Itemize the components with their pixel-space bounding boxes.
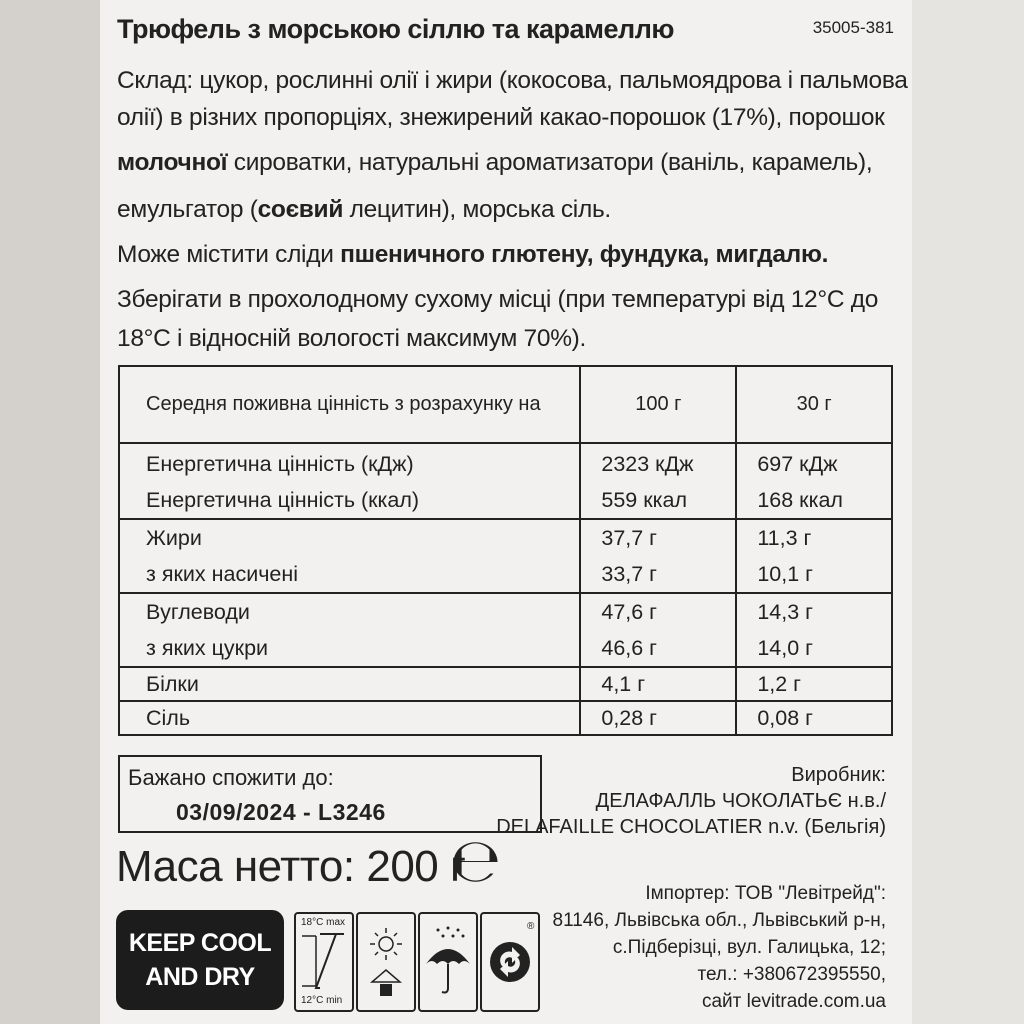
composition-line-2: олії) в різних пропорціях, знежирений какао-порошок (17%), порошок (117, 104, 885, 131)
importer-block (553, 880, 886, 1015)
nutrient-value-30g: 697 кДж (757, 452, 838, 476)
temp-max-label: 18°C max (301, 917, 346, 928)
nutrient-name: Білки (146, 672, 199, 696)
nutrient-name: Енергетична цінність (кДж) (146, 452, 414, 476)
importer-phone: тел.: +380672395550, (697, 964, 886, 985)
composition-text: лецитин), морська сіль. (343, 196, 611, 223)
nutrient-name: з яких цукри (146, 636, 269, 660)
nutrient-name: Жири (146, 526, 202, 550)
manufacturer-name-en: DELAFAILLE CHOCOLATIER n.v. (Бельгія) (496, 816, 886, 838)
nutrition-group-carbs (119, 593, 892, 667)
nutrient-value-100g: 46,6 г (601, 636, 658, 660)
best-before-value: 03/09/2024 - L3246 (176, 799, 386, 825)
allergen-milk: молочної (117, 149, 228, 176)
allergen-soy: соєвий (257, 196, 344, 223)
nutrient-value-30g: 168 ккал (757, 488, 843, 512)
storage-line-2: 18°С і відносній вологості максимум 70%). (117, 325, 587, 352)
nutrient-name: Сіль (146, 706, 191, 730)
estimated-sign: ℮ (450, 826, 502, 896)
nutrient-value-30g: 0,08 г (757, 706, 813, 730)
registered-mark: ® (527, 921, 535, 932)
nutrient-value-100g: 47,6 г (601, 600, 658, 624)
nutrient-name: з яких насичені (146, 562, 299, 586)
manufacturer-label: Виробник: (791, 764, 886, 786)
traces-allergens: пшеничного глютену, фундука, мигдалю. (340, 241, 829, 268)
manufacturer-name-ua: ДЕЛАФАЛЛЬ ЧОКОЛАТЬЄ н.в./ (595, 790, 886, 812)
composition-line-3 (117, 144, 872, 181)
product-title: Трюфель з морською сіллю та карамеллю (117, 14, 674, 44)
background-right (912, 0, 1024, 1024)
importer-line: с.Підберізці, вул. Галицька, 12; (612, 937, 886, 958)
storage-line-1: Зберігати в прохолодному сухому місці (при температурі від 12°С до (117, 286, 879, 313)
nutrient-value-30g: 14,3 г (757, 600, 813, 624)
importer-line: Імпортер: ТОВ "Левітрейд": (645, 883, 886, 904)
nutrition-table (118, 365, 893, 736)
nutrient-name: Вуглеводи (146, 600, 250, 624)
traces-line (117, 236, 828, 273)
nutrition-header-label: Середня поживна цінність з розрахунку на (119, 366, 580, 443)
nutrition-group-salt (119, 701, 892, 735)
best-before-label: Бажано спожити до: (128, 765, 334, 790)
nutrient-value-30g: 11,3 г (757, 526, 812, 550)
nutrient-value-30g: 10,1 г (757, 562, 813, 586)
nutrient-value-100g: 37,7 г (601, 526, 658, 550)
nutrient-value-100g: 33,7 г (601, 562, 658, 586)
keep-cool-badge (116, 910, 284, 1010)
nutrition-header-30g: 30 г (736, 366, 892, 443)
composition-line-1: Склад: цукор, рослинні олії і жири (кокосова, пальмоядрова і пальмова (117, 67, 908, 94)
importer-line: 81146, Львівська обл., Львівський р-н, (552, 910, 886, 931)
traces-prefix: Може містити сліди (117, 241, 341, 268)
background-left (0, 0, 100, 1024)
umbrella-icon (418, 912, 478, 1012)
nutrient-value-30g: 14,0 г (757, 636, 813, 660)
thermometer-icon (294, 912, 354, 1012)
nutrient-value-100g: 2323 кДж (601, 452, 694, 476)
manufacturer-block (496, 762, 886, 840)
product-code: 35005-381 (812, 18, 894, 37)
nutrition-header-100g: 100 г (580, 366, 736, 443)
composition-text: сироватки, натуральні ароматизатори (ваніль, карамель), (227, 149, 873, 176)
best-before-box (118, 755, 542, 833)
nutrient-value-100g: 4,1 г (601, 672, 646, 696)
product-label (100, 0, 912, 1024)
sun-icon (356, 912, 416, 1012)
nutrition-group-energy (119, 443, 892, 519)
composition-line-4 (117, 191, 611, 228)
importer-website: сайт levitrade.com.ua (701, 991, 886, 1012)
nutrient-name: Енергетична цінність (ккал) (146, 488, 420, 512)
nutrient-value-30g: 1,2 г (757, 672, 802, 696)
composition-text: емульгатор ( (117, 196, 258, 223)
nutrition-header-row (119, 366, 892, 443)
temp-min-label: 12°C min (301, 995, 343, 1006)
nutrient-value-100g: 0,28 г (601, 706, 658, 730)
keep-cool-line-2: AND DRY (145, 963, 255, 991)
nutrition-group-fat (119, 519, 892, 593)
nutrition-group-protein (119, 667, 892, 701)
net-weight: Маса нетто: 200 г (116, 842, 466, 891)
keep-cool-line-1: KEEP COOL (128, 929, 272, 957)
nutrient-value-100g: 559 ккал (601, 488, 687, 512)
